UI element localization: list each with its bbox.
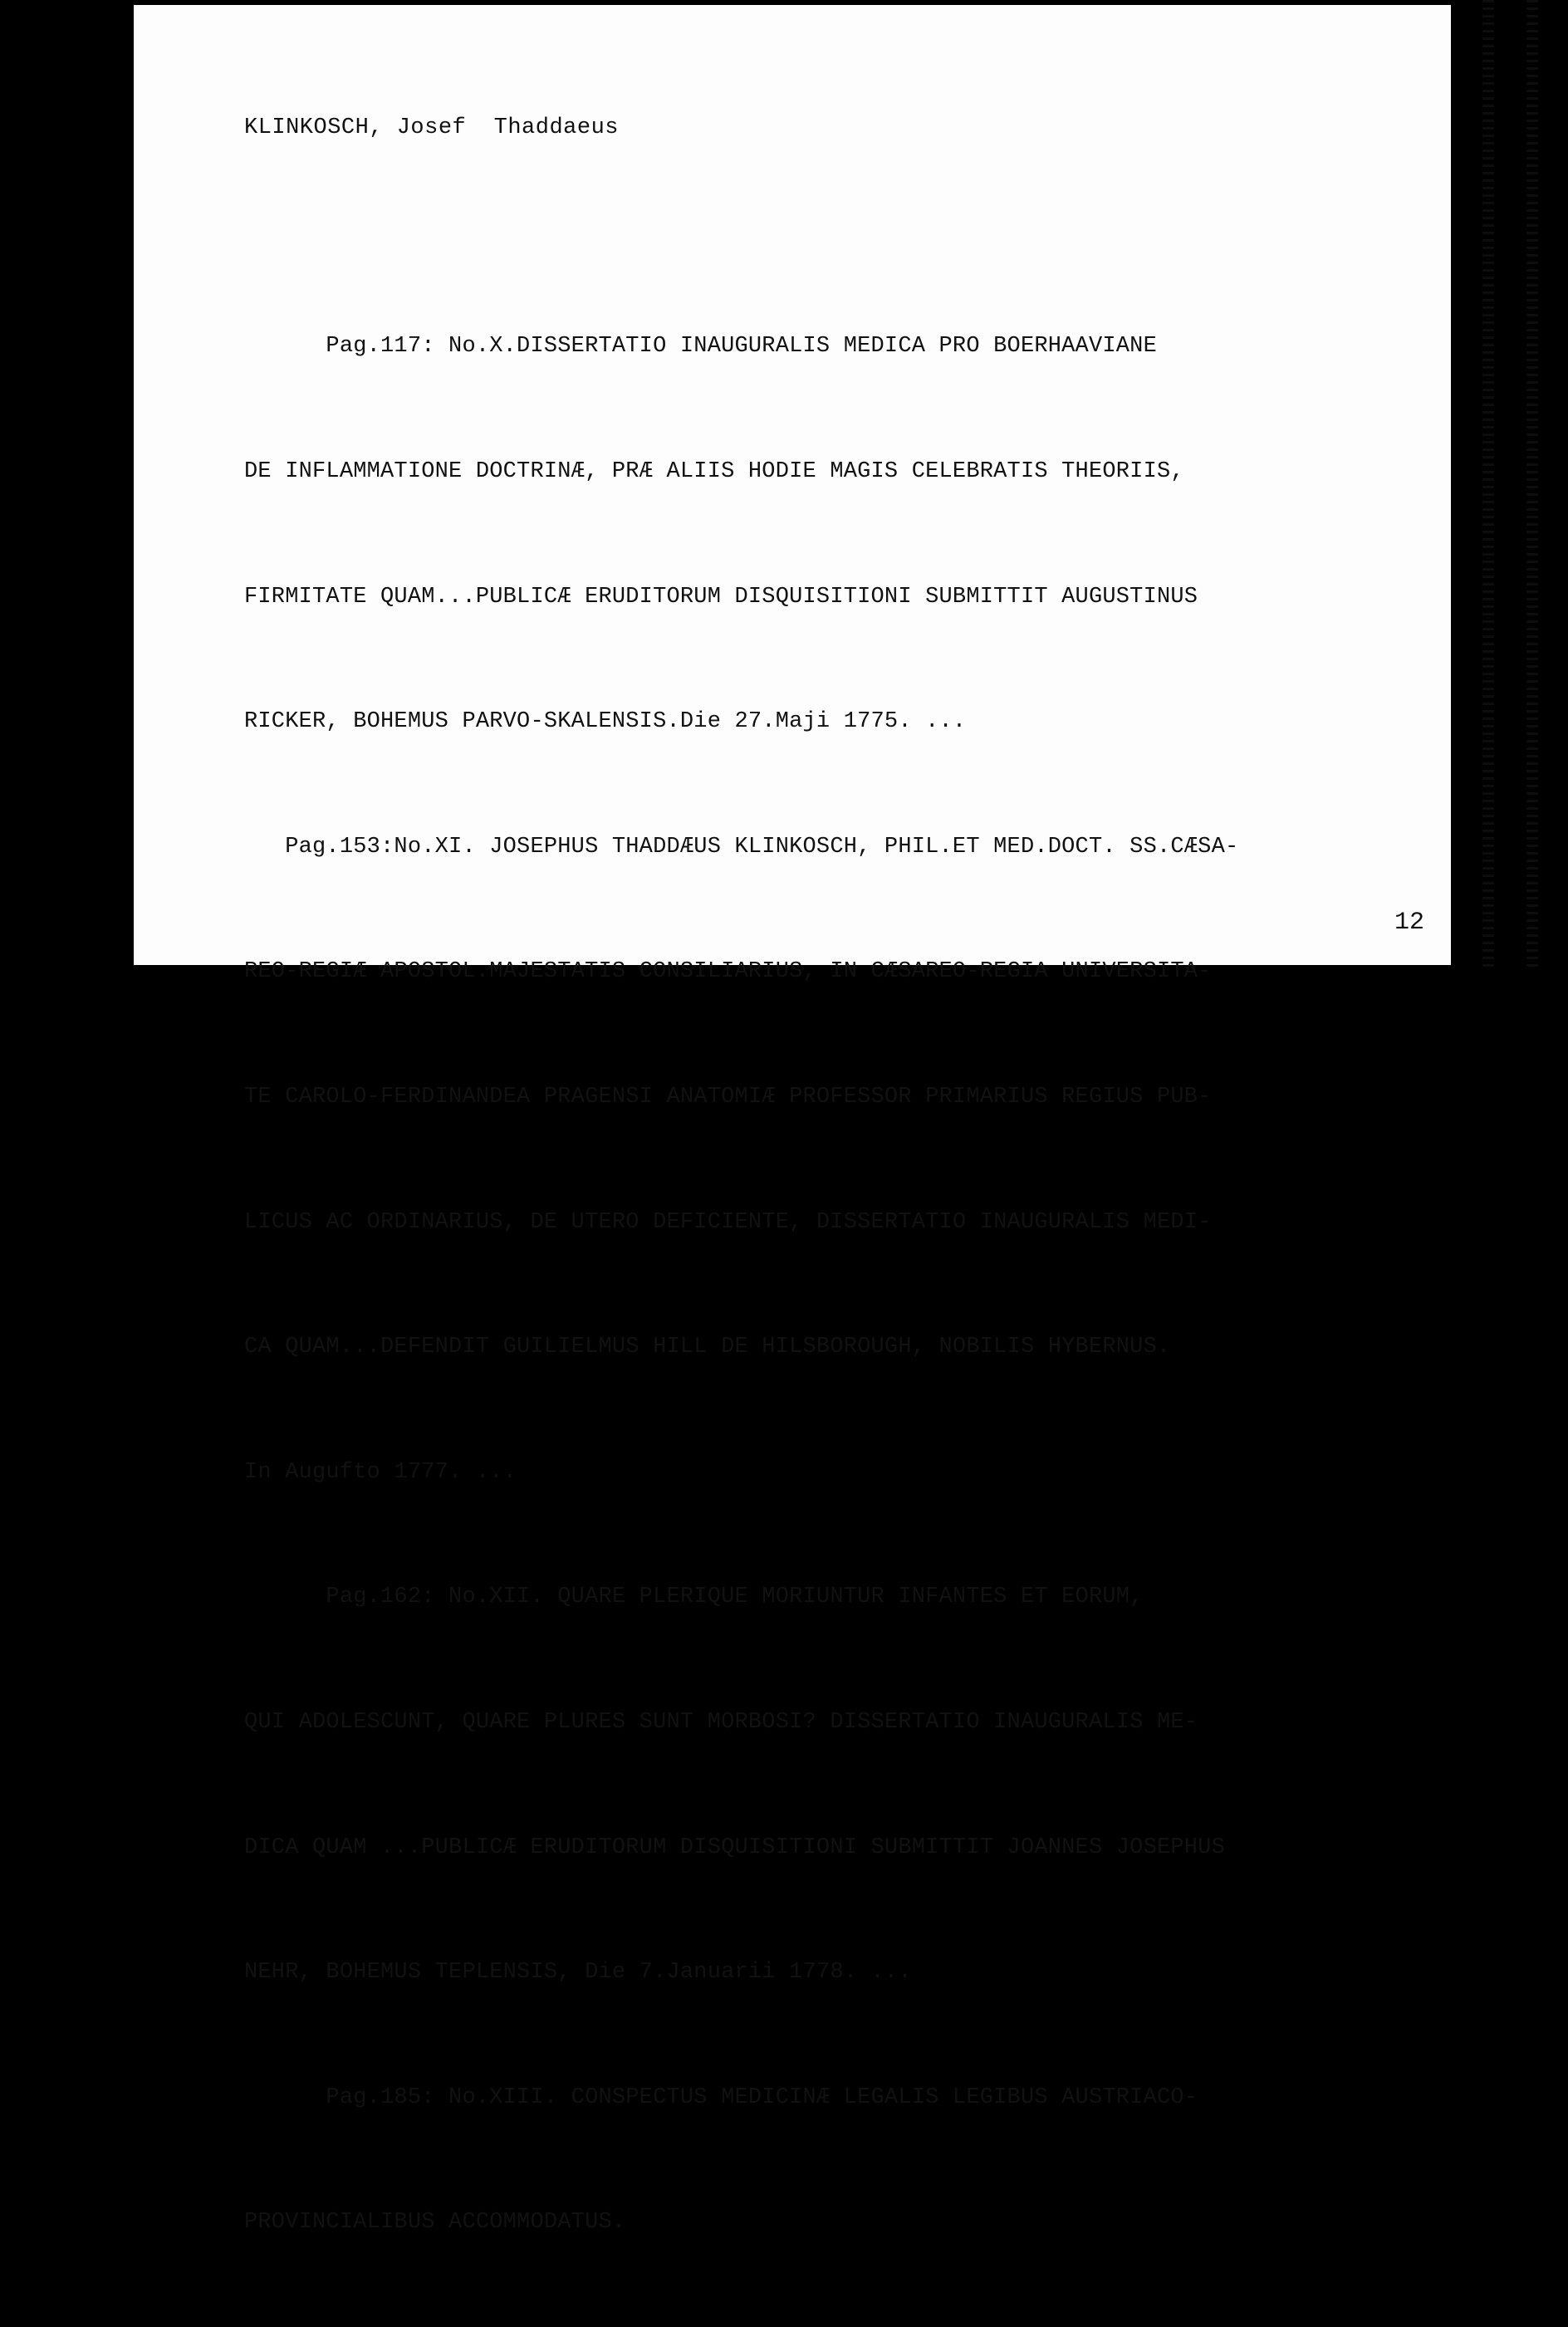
card-heading: KLINKOSCH, Josef Thaddaeus [244,115,619,140]
body-line: PROVINCIALIBUS ACCOMMODATUS. [244,2210,626,2236]
body-line: Pag.162: No.XII. QUARE PLERIQUE MORIUNTUR INFANTES ET EORUM, [244,1585,1144,1610]
body-line: TE CAROLO-FERDINANDEA PRAGENSI ANATOMIÆ PROFESSOR PRIMARIUS REGIUS PUB- [244,1084,1212,1110]
page-number: 12 [1394,909,1424,937]
body-line: CA QUAM...DEFENDIT GUILIELMUS HILL DE HILSBOROUGH, NOBILIS HYBERNUS. [244,1335,1171,1360]
body-line: Pag.153:No.XI. JOSEPHUS THADDÆUS KLINKOSCH, PHIL.ET MED.DOCT. SS.CÆSA- [244,834,1239,860]
film-edge-strip [1526,0,1538,970]
body-line: DICA QUAM ...PUBLICÆ ERUDITORUM DISQUISITIONI SUBMITTIT JOANNES JOSEPHUS [244,1835,1225,1860]
body-line: FIRMITATE QUAM...PUBLICÆ ERUDITORUM DISQUISITIONI SUBMITTIT AUGUSTINUS [244,584,1198,610]
body-line: Pag.185: No.XIII. CONSPECTUS MEDICINÆ LEGALIS LEGIBUS AUSTRIACO- [244,2085,1198,2110]
body-line: REO-REGIÆ APOSTOL.MAJESTATIS CONSILIARIUS, IN CÆSAREO-REGIA UNIVERSITA- [244,959,1212,985]
film-edge-strip [1482,0,1494,970]
body-line: NEHR, BOHEMUS TEPLENSIS, Die 7.Januarii 1778. ... [244,1960,912,1986]
body-line: DE INFLAMMATIONE DOCTRINÆ, PRÆ ALIIS HODIE MAGIS CELEBRATIS THEORIIS, [244,459,1184,484]
body-line: Pag.117: No.X.DISSERTATIO INAUGURALIS MEDICA PRO BOERHAAVIANE [244,334,1157,360]
index-card [134,5,1451,2236]
body-line: LICUS AC ORDINARIUS, DE UTERO DEFICIENTE, DISSERTATIO INAUGURALIS MEDI- [244,1209,1212,1235]
body-line: QUI ADOLESCUNT, QUARE PLURES SUNT MORBOSI? DISSERTATIO INAUGURALIS ME- [244,1709,1198,1735]
body-line: In Augufto 1777. ... [244,1459,517,1485]
card-body [244,242,1238,2327]
body-line: RICKER, BOHEMUS PARVO-SKALENSIS.Die 27.Maji 1775. ... [244,709,967,735]
